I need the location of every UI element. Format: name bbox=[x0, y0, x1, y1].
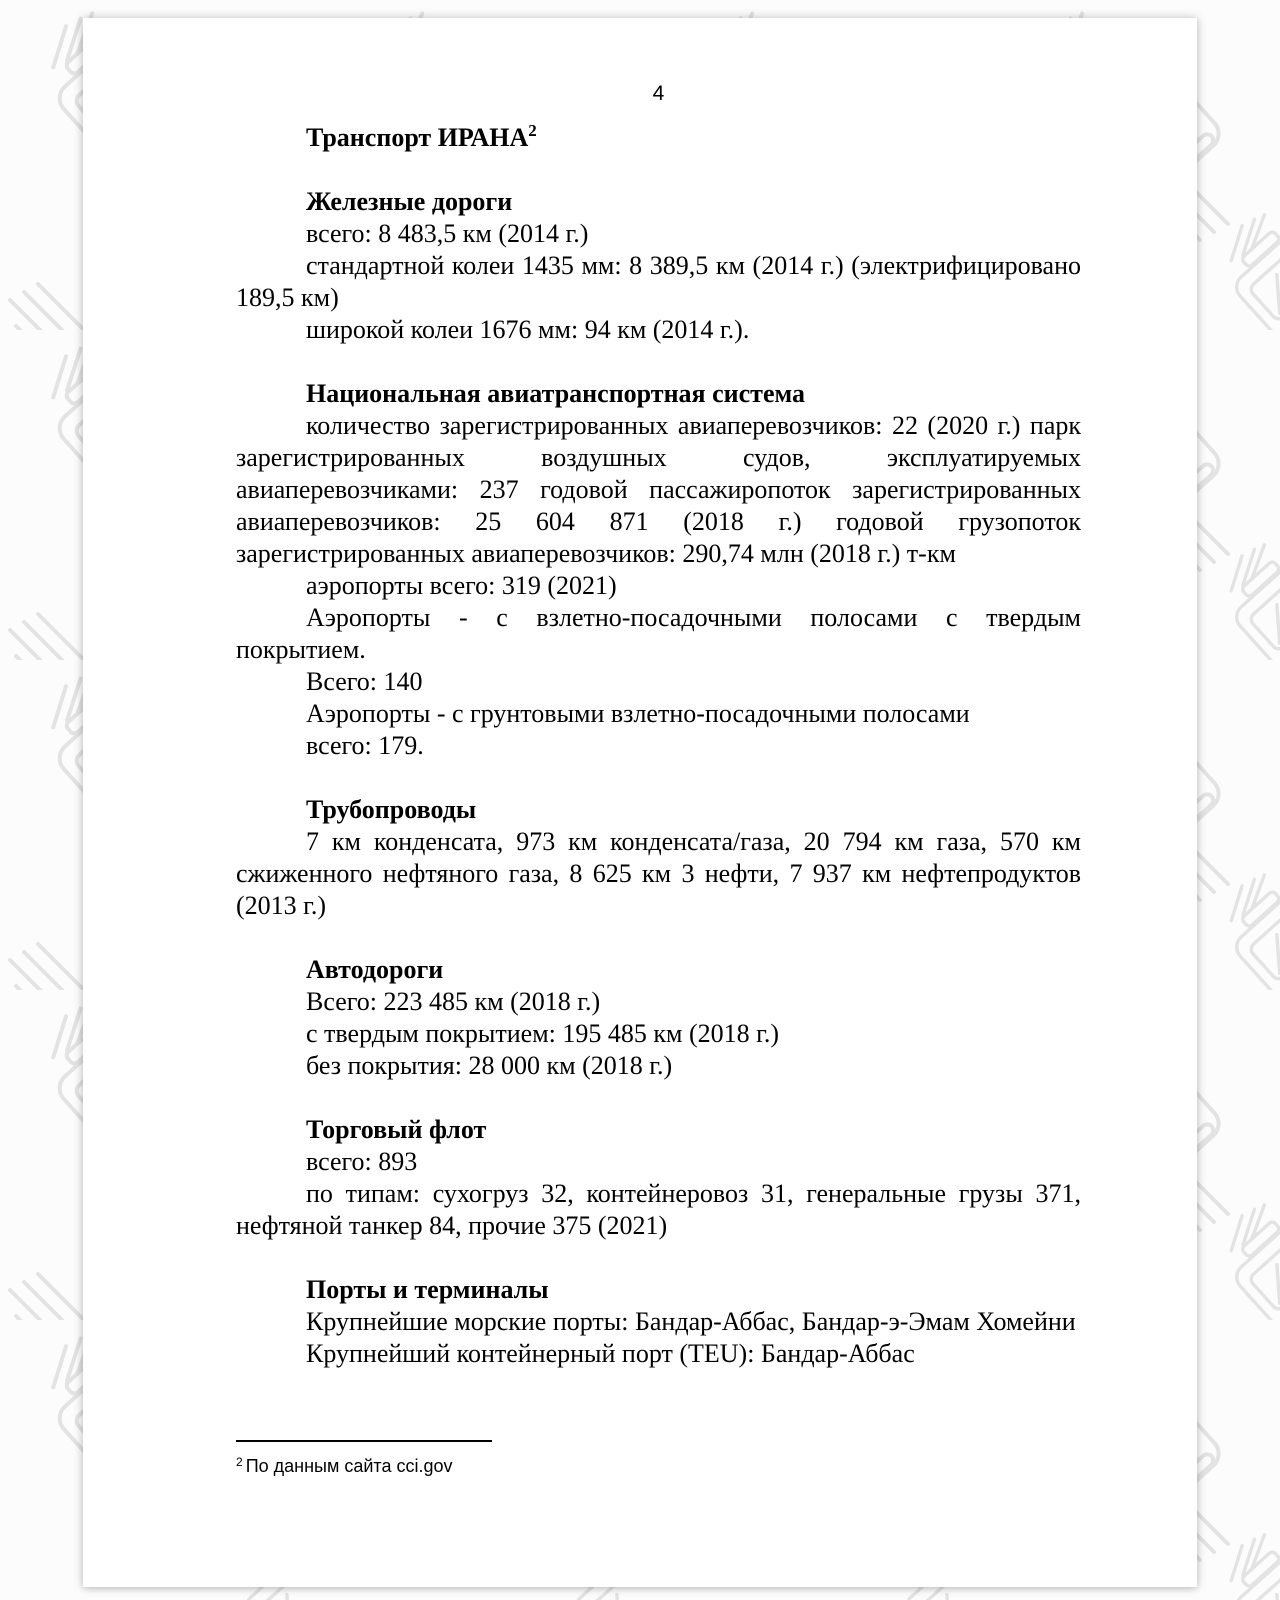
footnote-marker: 2 bbox=[236, 1455, 243, 1469]
page-title bbox=[236, 122, 1081, 154]
footnote-block bbox=[236, 1440, 1081, 1477]
heading-pipelines: Трубопроводы bbox=[306, 795, 477, 824]
paragraph: всего: 893 bbox=[306, 1147, 418, 1176]
paragraph: Аэропорты - с грунтовыми взлетно-посадочными полосами bbox=[306, 699, 970, 728]
footnote-separator bbox=[236, 1440, 492, 1442]
title-footnote-ref: 2 bbox=[528, 121, 537, 140]
section-ports bbox=[236, 1274, 1081, 1370]
paragraph: Всего: 140 bbox=[306, 667, 423, 696]
section-aviation bbox=[236, 378, 1081, 762]
document-content bbox=[236, 122, 1081, 1370]
footnote-text: По данным сайта cci.gov bbox=[245, 1456, 453, 1476]
heading-railways: Железные дороги bbox=[306, 187, 513, 216]
paragraph: широкой колеи 1676 мм: 94 км (2014 г.). bbox=[306, 315, 750, 344]
paragraph: Аэропорты - с взлетно-посадочными полосами с твердым покрытием. bbox=[236, 603, 1081, 664]
section-roads bbox=[236, 954, 1081, 1082]
paragraph: по типам: сухогруз 32, контейнеровоз 31, генеральные грузы 371, нефтяной танкер 84, прочие 375 (2021) bbox=[236, 1179, 1081, 1240]
heading-ports: Порты и терминалы bbox=[306, 1275, 549, 1304]
document-page bbox=[83, 18, 1197, 1587]
paragraph: 7 км конденсата, 973 км конденсата/газа, 20 794 км газа, 570 км сжиженного нефтяного газа, 8 625 км 3 нефти, 7 937 км нефтепродуктов (2013 г.) bbox=[236, 827, 1081, 920]
paragraph: всего: 8 483,5 км (2014 г.) bbox=[306, 219, 589, 248]
paragraph: с твердым покрытием: 195 485 км (2018 г.) bbox=[306, 1019, 780, 1048]
paragraph: Крупнейший контейнерный порт (TEU): Бандар-Аббас bbox=[306, 1339, 915, 1368]
paragraph: стандартной колеи 1435 мм: 8 389,5 км (2014 г.) (электрифицировано 189,5 км) bbox=[236, 251, 1081, 312]
heading-merchant-marine: Торговый флот bbox=[306, 1115, 487, 1144]
paragraph: аэропорты всего: 319 (2021) bbox=[306, 571, 617, 600]
paragraph: Крупнейшие морские порты: Бандар-Аббас, Бандар-э-Эмам Хомейни bbox=[306, 1307, 1076, 1336]
heading-roads: Автодороги bbox=[306, 955, 444, 984]
paragraph: без покрытия: 28 000 км (2018 г.) bbox=[306, 1051, 673, 1080]
paragraph: всего: 179. bbox=[306, 731, 424, 760]
section-pipelines bbox=[236, 794, 1081, 922]
section-merchant-marine bbox=[236, 1114, 1081, 1242]
paragraph: количество зарегистрированных авиаперевозчиков: 22 (2020 г.) парк зарегистрированных воздушных судов, эксплуатируемых авиаперевозчиками: 237 годовой пассажиропоток зарегистрированных авиаперевозчиков: 25 604 871 (2018 г.) годовой грузопоток зарегистрированных авиаперевозчиков: 290,74 млн (2018 г.) т-км bbox=[236, 411, 1081, 568]
section-railways bbox=[236, 186, 1081, 346]
page-title-text: Транспорт ИРАНА bbox=[306, 123, 529, 152]
footnote bbox=[236, 1455, 1081, 1477]
paragraph: Всего: 223 485 км (2018 г.) bbox=[306, 987, 601, 1016]
heading-aviation: Национальная авиатранспортная система bbox=[306, 379, 806, 408]
page-number: 4 bbox=[652, 82, 665, 105]
